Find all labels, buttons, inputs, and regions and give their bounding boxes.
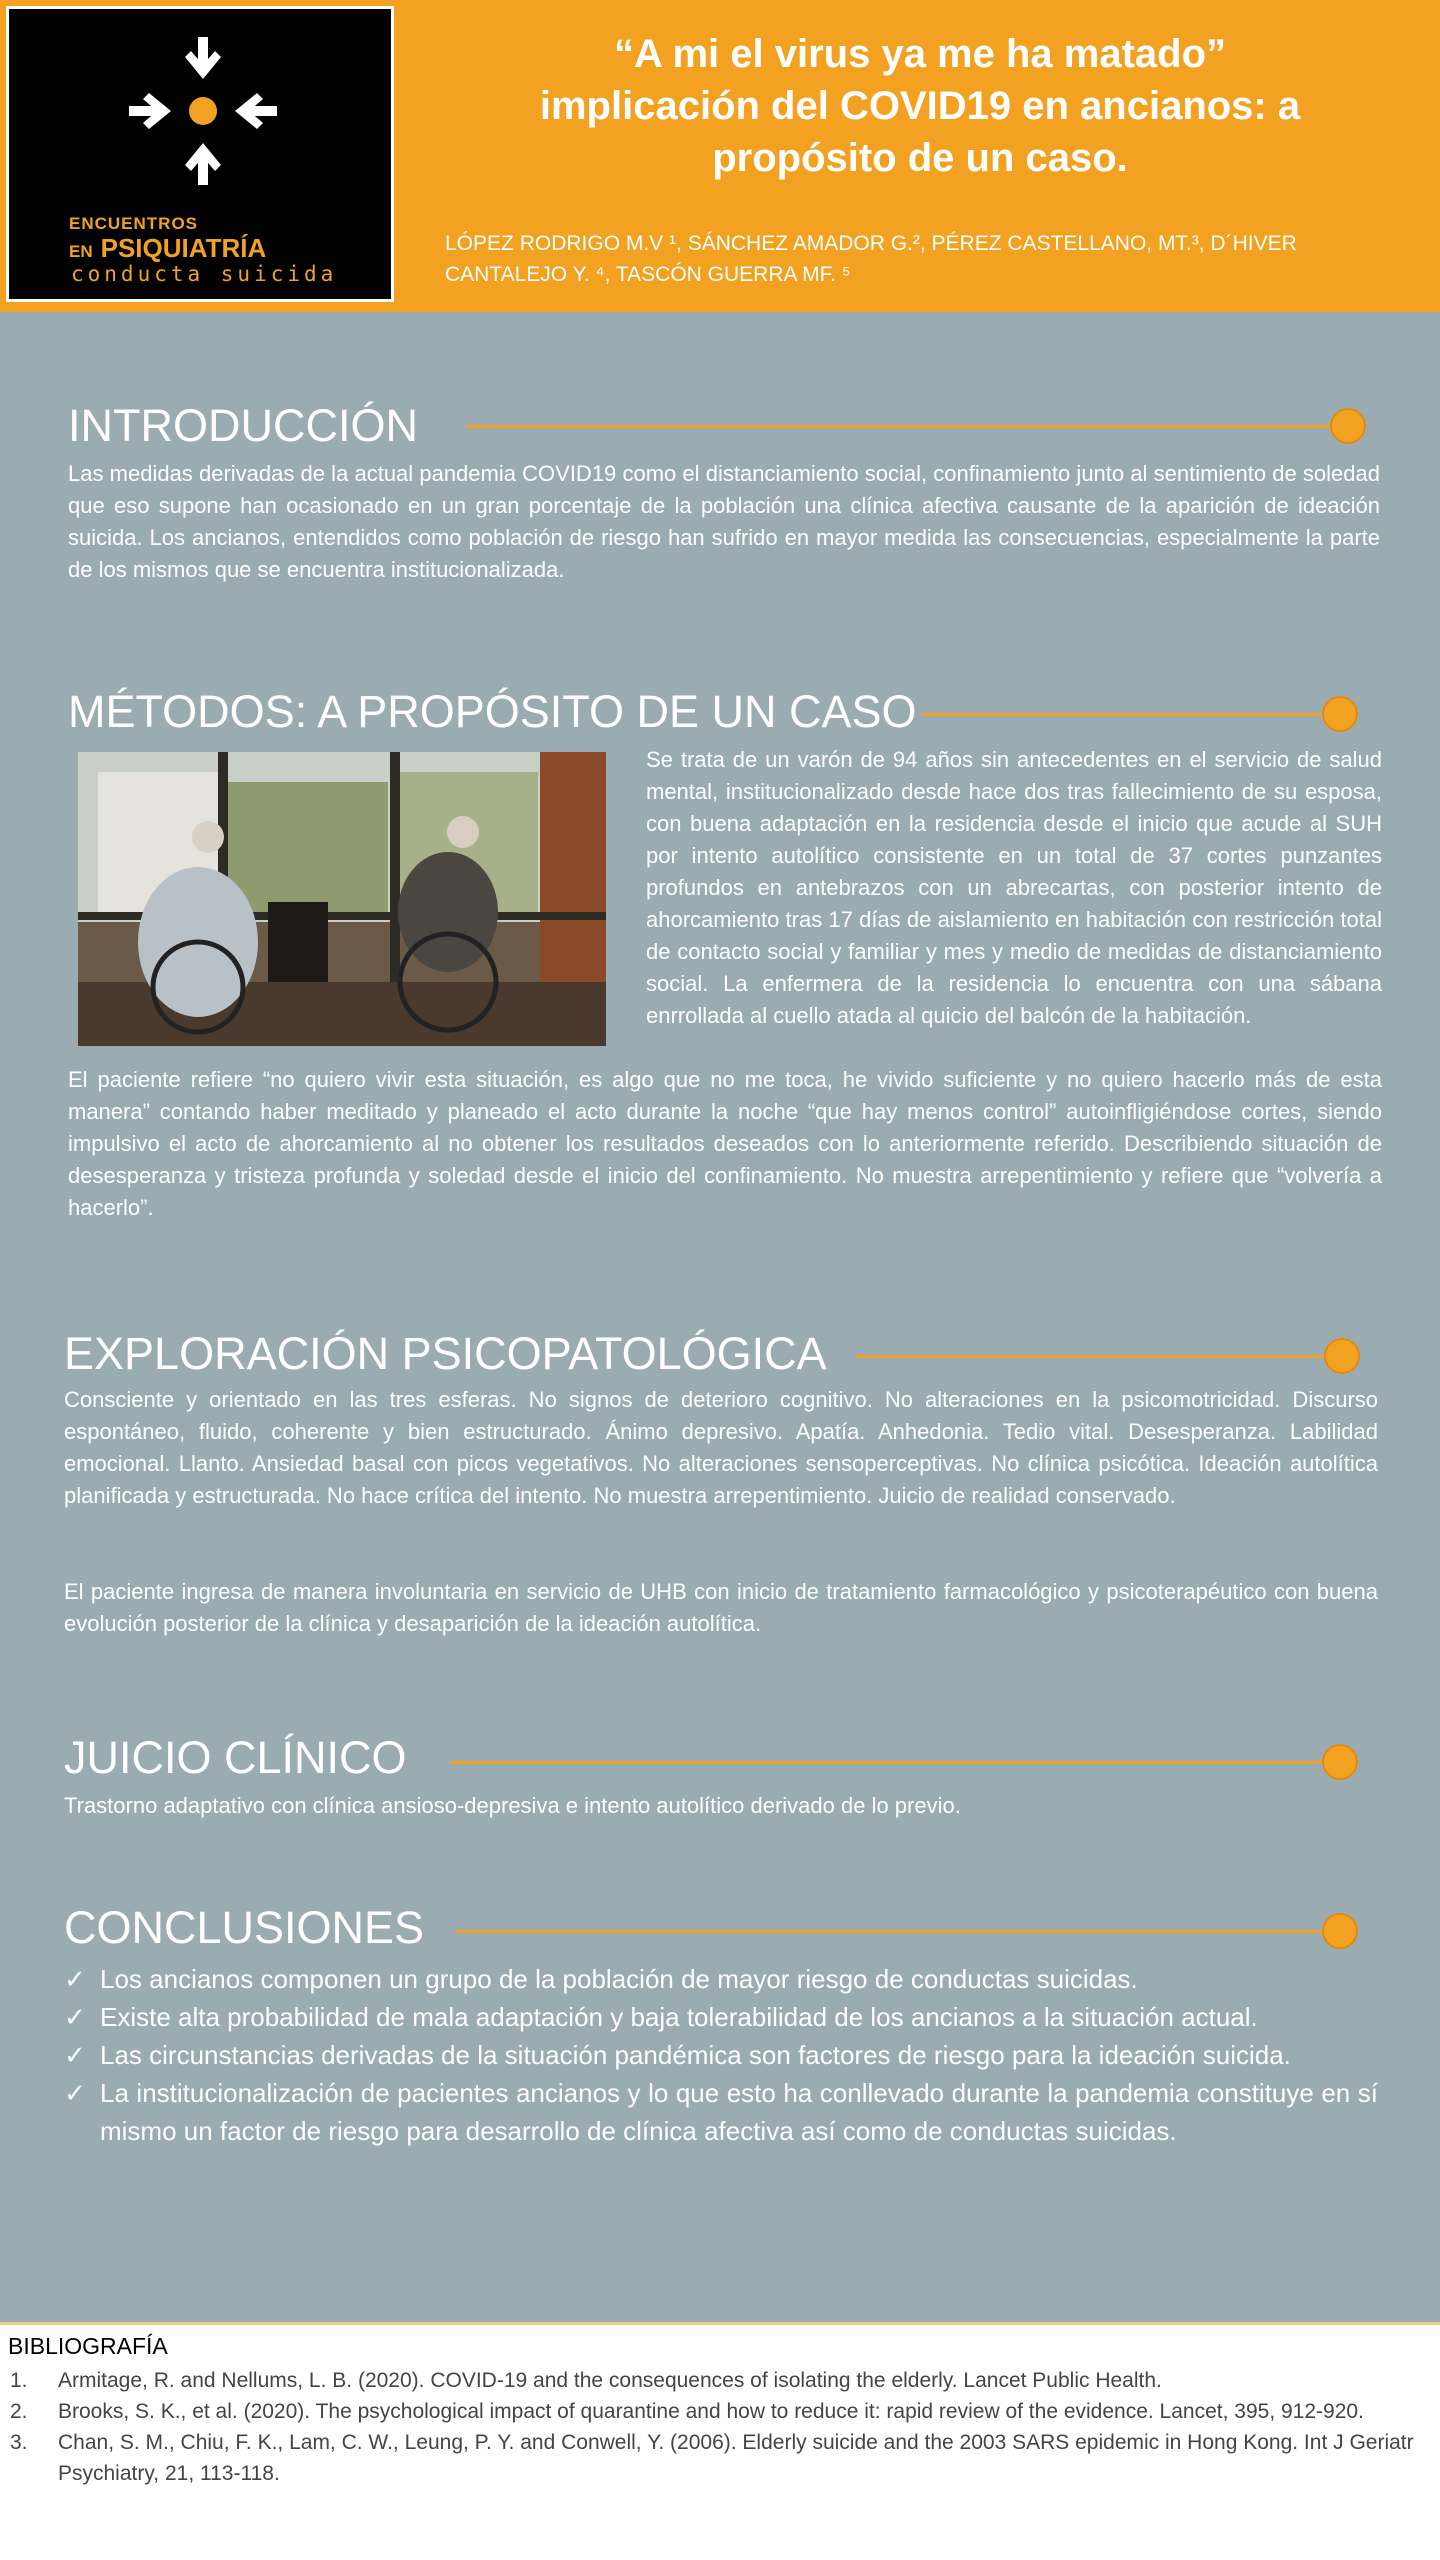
logo-text-en: EN (69, 242, 93, 261)
logo-text-conducta-suicida: conducta suicida (71, 262, 338, 286)
conclusion-text: La institucionalización de pacientes ancianos y lo que esto ha conllevado durante la pandemia constituye en sí mismo un factor de riesgo para desarrollo de clínica afectiva así como de conductas suicidas. (100, 2078, 1378, 2146)
exploracion-rule (856, 1355, 1356, 1358)
reference-number: 3. (10, 2431, 28, 2454)
metodos-dot-icon (1322, 696, 1358, 732)
nursing-home-photo (78, 752, 606, 1046)
conclusion-text: Existe alta probabilidad de mala adaptación y baja tolerabilidad de los ancianos a la situación actual. (100, 2002, 1258, 2032)
poster-header (0, 0, 1440, 312)
conclusiones-heading: CONCLUSIONES (64, 1902, 425, 1953)
logo-text-encuentros: ENCUENTROS (69, 214, 199, 233)
reference-text: Brooks, S. K., et al. (2020). The psychological impact of quarantine and how to reduce it: rapid review of the evidence. Lancet, 395, 912-920. (58, 2400, 1364, 2423)
authors (445, 228, 1375, 290)
bibliography-list (8, 2365, 1428, 2489)
authors-line-1: LÓPEZ RODRIGO M.V ¹, SÁNCHEZ AMADOR G.², PÉREZ CASTELLANO, MT.³, D´HIVER (445, 232, 1297, 255)
metodos-heading: MÉTODOS: A PROPÓSITO DE UN CASO (68, 686, 917, 737)
list-item (62, 2036, 1378, 2074)
conclusiones-list (62, 1960, 1378, 2150)
title-line-1: “A mi el virus ya me ha matado” (613, 32, 1227, 76)
exploracion-heading: EXPLORACIÓN PSICOPATOLÓGICA (64, 1328, 827, 1379)
authors-line-2: CANTALEJO Y. ⁴, TASCÓN GUERRA MF. ⁵ (445, 263, 851, 286)
intro-text: Las medidas derivadas de la actual pandemia COVID19 como el distanciamiento social, confinamiento junto al sentimiento de soledad que eso supone han ocasionado en un gran porcentaje de la población una clínica afectiva causante de la aparición de ideación suicida. Los ancianos, entendidos como población de riesgo han sufrido en mayor medida las consecuencias, especialmente la parte de los mismos que se encuentra institucionalizada. (68, 461, 1380, 582)
conclusion-text: Los ancianos componen un grupo de la población de mayor riesgo de conductas suicidas. (100, 1964, 1138, 1994)
bibliography-box (0, 2322, 1440, 2560)
checkmark-icon: ✓ (64, 2040, 86, 2070)
exploracion-text-2: El paciente ingresa de manera involuntaria en servicio de UHB con inicio de tratamiento farmacológico y psicoterapéutico con buena evolución posterior de la clínica y desaparición de la ideación autolítica. (64, 1579, 1378, 1636)
checkmark-icon: ✓ (64, 2002, 86, 2032)
intro-rule (466, 425, 1346, 428)
metodos-text-right: Se trata de un varón de 94 años sin antecedentes en el servicio de salud mental, institucionalizado desde hace dos tras fallecimiento de su esposa, con buena adaptación en la residencia desde el inicio que acude al SUH por intento autolítico consistente en un total de 37 cortes punzantes profundos en antebrazos con un abrecartas, con posterior intento de ahorcamiento tras 17 días de aislamiento en habitación con restricción total de contacto social y familiar y mes y medio de medidas de distanciamiento social. La enfermera de la residencia lo encuentra con una sábana enrrollada al cuello atada al quicio del balcón de la habitación. (646, 747, 1382, 1028)
list-item (62, 2074, 1378, 2150)
reference-number: 1. (10, 2369, 28, 2392)
checkmark-icon: ✓ (64, 2078, 86, 2108)
list-item (62, 1960, 1378, 1998)
checkmark-icon: ✓ (64, 1964, 86, 1994)
list-item (62, 1998, 1378, 2036)
reference-item (8, 2365, 1428, 2396)
metodos-text-below: El paciente refiere “no quiero vivir esta situación, es algo que no me toca, he vivido suficiente y no quiero hacerlo más de esta manera” contando haber meditado y planeado el acto durante la noche “que hay menos control” autoinfligiéndose cortes, siendo impulsivo el acto de ahorcamiento al no obtener los resultados deseados con lo anteriormente referido. Describiendo situación de desesperanza y tristeza profunda y soledad desde el inicio del confinamiento. No muestra arrepentimiento y refiere que “volvería a hacerlo”. (68, 1067, 1382, 1220)
metodos-rule (922, 713, 1346, 716)
conclusiones-dot-icon (1322, 1913, 1358, 1949)
bibliography-heading: BIBLIOGRAFÍA (8, 2333, 168, 2359)
exploracion-dot-icon (1324, 1338, 1360, 1374)
conclusiones-rule (456, 1930, 1354, 1933)
reference-text: Chan, S. M., Chiu, F. K., Lam, C. W., Leung, P. Y. and Conwell, Y. (2006). Elderly suicide and the 2003 SARS epidemic in Hong Kong. Int J Geriatr Psychiatry, 21, 113-118. (58, 2431, 1414, 2485)
title-line-3: propósito de un caso. (712, 136, 1128, 180)
reference-item (8, 2427, 1428, 2489)
reference-number: 2. (10, 2400, 28, 2423)
exploracion-text-1: Consciente y orientado en las tres esferas. No signos de deterioro cognitivo. No alteraciones en la psicomotricidad. Discurso espontáneo, fluido, coherente y bien estructurado. Ánimo depresivo. Apatía. Anhedonia. Tedio vital. Desesperanza. Labilidad emocional. Llanto. Ansiedad basal con picos vegetativos. No alteraciones sensoperceptivas. No clínica psicótica. Ideación autolítica planificada y estructurada. No hace crítica del intento. No muestra arrepentimiento. Juicio de realidad conservado. (64, 1387, 1378, 1508)
title-line-2: implicación del COVID19 en ancianos: a (539, 84, 1301, 128)
reference-text: Armitage, R. and Nellums, L. B. (2020). COVID-19 and the consequences of isolating the elderly. Lancet Public Health. (58, 2369, 1162, 2392)
intro-dot-icon (1330, 408, 1366, 444)
congress-logo (6, 6, 394, 302)
intro-heading: INTRODUCCIÓN (68, 400, 418, 451)
juicio-text: Trastorno adaptativo con clínica ansioso-depresiva e intento autolítico derivado de lo previo. (64, 1793, 961, 1818)
reference-item (8, 2396, 1428, 2427)
conclusion-text: Las circunstancias derivadas de la situación pandémica son factores de riesgo para la ideación suicida. (100, 2040, 1291, 2070)
poster-title (440, 28, 1400, 184)
juicio-heading: JUICIO CLÍNICO (64, 1732, 407, 1783)
juicio-dot-icon (1322, 1744, 1358, 1780)
juicio-rule (450, 1761, 1354, 1764)
logo-text-psiquiatria (69, 233, 266, 264)
logo-text-psiquiatria-word: PSIQUIATRÍA (100, 233, 267, 263)
